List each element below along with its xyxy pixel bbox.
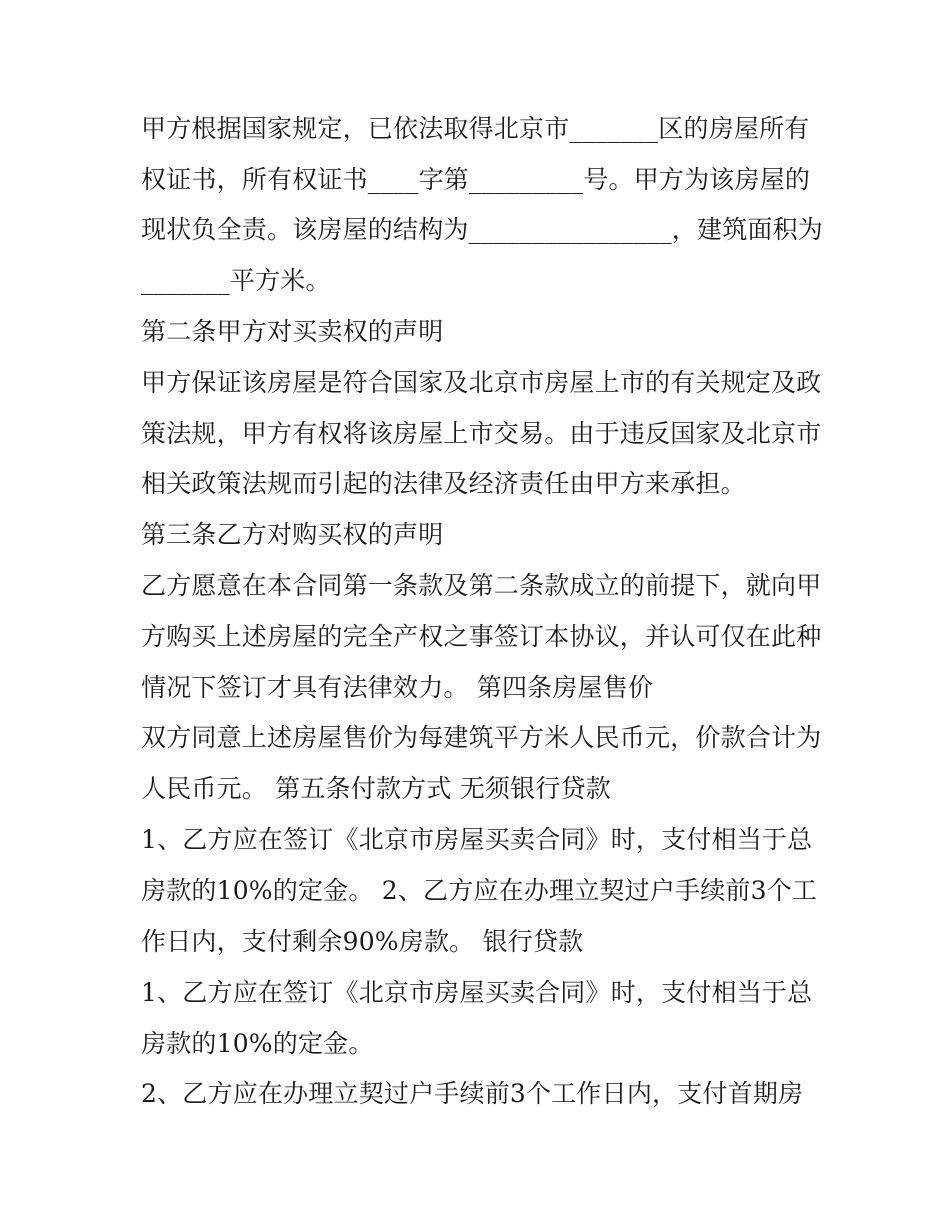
text-line: 情况下签订才具有法律效力。 第四条房屋售价 bbox=[141, 673, 654, 702]
text-line: 甲方保证该房屋是符合国家及北京市房屋上市的有关规定及政 bbox=[141, 368, 822, 397]
text-line: 作日内，支付剩余90%房款。 银行贷款 bbox=[141, 927, 584, 956]
text-line: 房款的10%的定金。 2、乙方应在办理立契过户手续前3个工 bbox=[141, 876, 818, 905]
text-line: 甲方根据国家规定，已依法取得北京市_______区的房屋所有 bbox=[141, 114, 810, 143]
text-line: 1、乙方应在签订《北京市房屋买卖合同》时，支付相当于总 bbox=[141, 825, 813, 854]
text-line: 人民币元。 第五条付款方式 无须银行贷款 bbox=[141, 774, 611, 803]
text-line: 相关政策法规而引起的法律及经济责任由甲方来承担。 bbox=[141, 469, 746, 498]
section-heading: 第三条乙方对购买权的声明 bbox=[141, 520, 444, 549]
text-line: _______平方米。 bbox=[141, 266, 331, 295]
text-line: 乙方愿意在本合同第一条款及第二条款成立的前提下，就向甲 bbox=[141, 571, 822, 600]
text-line: 权证书，所有权证书____字第_________号。甲方为该房屋的 bbox=[141, 165, 811, 194]
text-line: 双方同意上述房屋售价为每建筑平方米人民币元，价款合计为 bbox=[141, 723, 822, 752]
text-line: 现状负全责。该房屋的结构为________________，建筑面积为 bbox=[141, 215, 824, 244]
text-line: 2、乙方应在办理立契过户手续前3个工作日内，支付首期房 bbox=[141, 1079, 804, 1108]
text-line: 1、乙方应在签订《北京市房屋买卖合同》时，支付相当于总 bbox=[141, 978, 813, 1007]
text-line: 方购买上述房屋的完全产权之事签订本协议，并认可仅在此种 bbox=[141, 622, 822, 651]
section-heading: 第二条甲方对买卖权的声明 bbox=[141, 317, 444, 346]
text-line: 策法规，甲方有权将该房屋上市交易。由于违反国家及北京市 bbox=[141, 419, 822, 448]
text-line: 房款的10%的定金。 bbox=[141, 1029, 374, 1058]
